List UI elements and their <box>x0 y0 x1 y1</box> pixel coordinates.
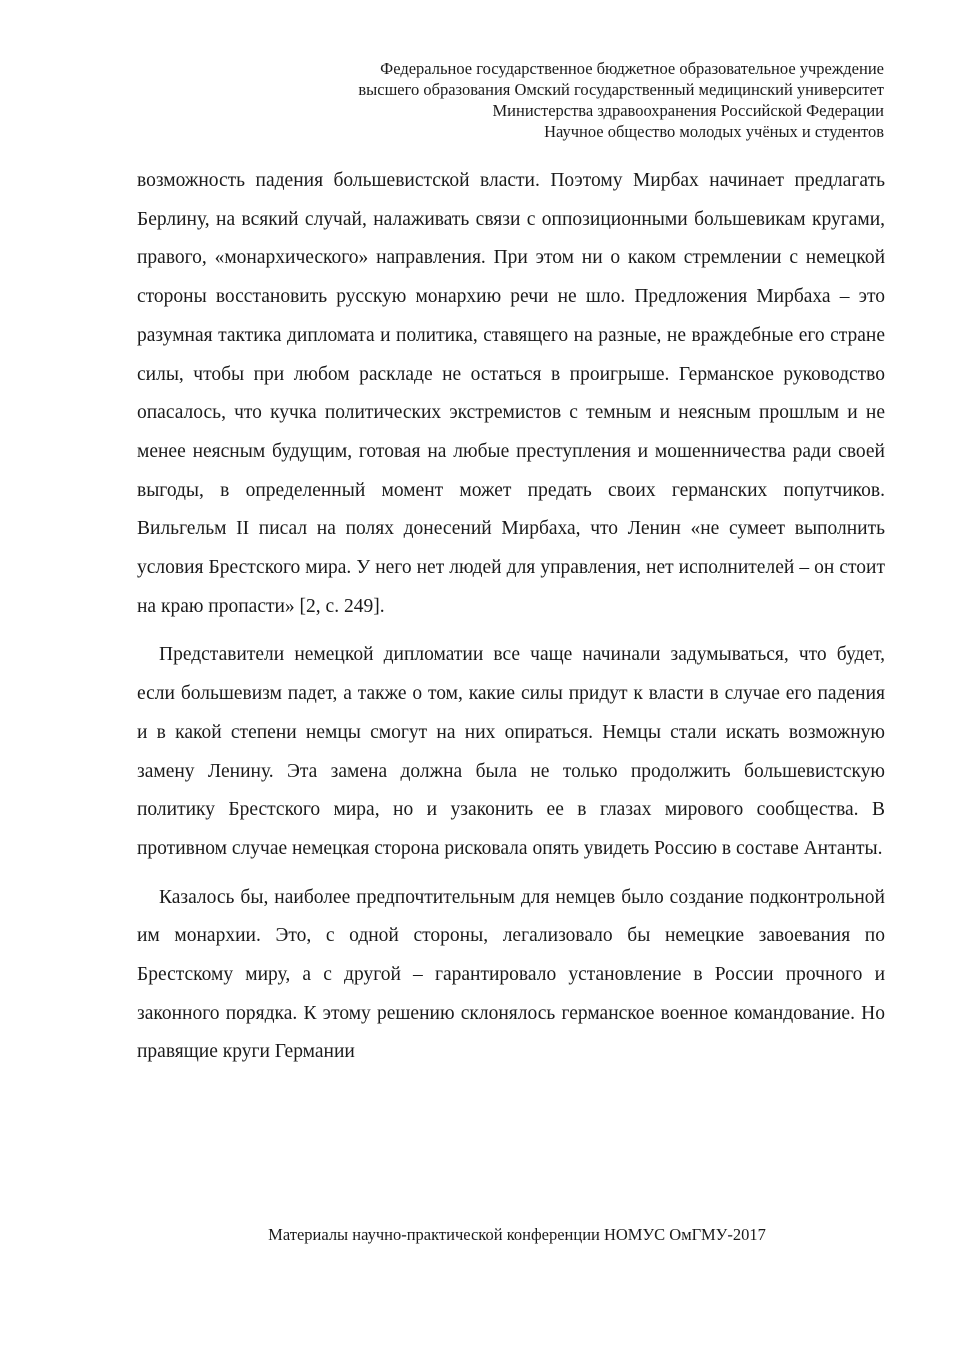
header-institution-line-1: Федеральное государственное бюджетное образовательное учреждение <box>380 59 884 78</box>
paragraph-continuation: возможность падения большевистской власти. Поэтому Мирбах начинает предлагать Берлину, на всякий случай, налаживать связи с оппозиционными большевикам кругами, правого, «монархического» направления. При этом ни о каком стремлении с немецкой стороны восстановить русскую монархию речи не шло. Предложения Мирбаха – это разумная тактика дипломата и политика, ставящего на разные, не враждебные его стране силы, чтобы при любом раскладе не остаться в проигрыше. Германское руководство опасалось, что кучка политических экстремистов с темным и неясным прошлым и не менее неясным будущим, готовая на любые преступления и мошенничества ради своей выгоды, в определенный момент может предать своих германских попутчиков. Вильгельм II писал на полях донесений Мирбаха, что Ленин «не сумеет выполнить условия Брестского мира. У него нет людей для управления, нет исполнителей – он стоит на краю пропасти» [2, с. 249]. <box>137 170 885 617</box>
paragraph-monarchy: Казалось бы, наиболее предпочтительным для немцев было создание подконтрольной им монархии. Это, с одной стороны, легализовало бы немецкие завоевания по Брестскому миру, а с другой – гарантировало установление в России прочного и законного порядка. К этому решению склонялось германское военное командование. Но правящие круги Германии <box>137 886 885 1063</box>
article-body <box>137 162 885 1072</box>
page-header <box>184 58 884 142</box>
header-society-line: Научное общество молодых учёных и студентов <box>544 122 884 141</box>
header-institution-line-2: высшего образования Омский государственный медицинский университет <box>358 80 884 99</box>
paragraph-german-diplomacy: Представители немецкой дипломатии все чаще начинали задумываться, что будет, если большевизм падет, а также о том, какие силы придут к власти в случае его падения и в какой степени немцы смогут на них опираться. Немцы стали искать возможную замену Ленину. Эта замена должна была не только продолжить большевистскую политику Брестского мира, но и узаконить ее в глазах мирового сообщества. В противном случае немецкая сторона рисковала опять увидеть Россию в составе Антанты. <box>137 644 885 859</box>
header-ministry-line: Министерства здравоохранения Российской Федерации <box>492 101 884 120</box>
page-footer: Материалы научно-практической конференции НОМУС ОмГМУ-2017 <box>268 1225 766 1244</box>
